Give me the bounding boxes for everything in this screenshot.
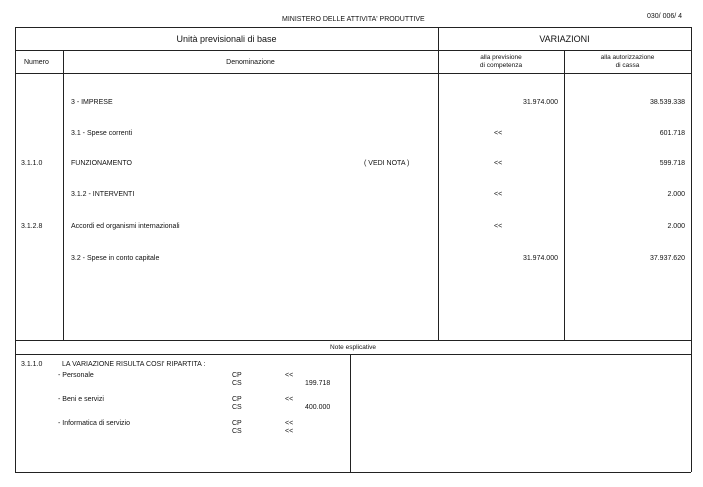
- note-item-cs-value: 400.000: [305, 404, 331, 411]
- note-item-cs-value: <<: [285, 428, 294, 435]
- note-item-cs-value: 199.718: [305, 380, 331, 387]
- table-row-denominazione: 3.1 - Spese correnti: [71, 130, 133, 137]
- header-cassa-2: di cassa: [615, 62, 640, 69]
- note-item-cp-value: <<: [285, 396, 294, 403]
- header-competenza-1: alla previsione: [480, 54, 522, 61]
- note-item-cs-label: CS: [232, 428, 242, 435]
- table-row-competenza: <<: [494, 191, 503, 198]
- table-row-competenza: <<: [494, 160, 503, 167]
- table-row-competenza: 31.974.000: [522, 255, 558, 262]
- table-row-competenza: <<: [494, 130, 503, 137]
- note-item-cp-value: <<: [285, 420, 294, 427]
- note-item-cp-label: CP: [232, 396, 242, 403]
- table-row-denominazione: 3.2 - Spese in conto capitale: [71, 255, 160, 262]
- table-row-cassa: 2.000: [667, 191, 685, 198]
- right-group-title: VARIAZIONI: [539, 34, 590, 44]
- note-item-label: - Personale: [58, 372, 94, 379]
- note-item-cp-value: <<: [285, 372, 294, 379]
- page-code: 030/ 006/ 4: [647, 13, 683, 20]
- table-row-cassa: 601.718: [659, 130, 685, 137]
- table-row-competenza: 31.974.000: [522, 99, 558, 106]
- table-row-numero: 3.1.1.0: [21, 160, 43, 167]
- note-item-cs-label: CS: [232, 404, 242, 411]
- table-row-denominazione: FUNZIONAMENTO: [71, 160, 132, 167]
- header-numero: Numero: [24, 59, 49, 66]
- note-item-label: - Informatica di servizio: [58, 420, 130, 427]
- header-cassa-1: alla autorizzazione: [600, 54, 655, 61]
- notes-title: Note esplicative: [330, 344, 376, 351]
- notes-ref: 3.1.1.0: [21, 361, 43, 368]
- table-row-denominazione: Accordi ed organismi internazionali: [71, 223, 180, 230]
- table-row-numero: 3.1.2.8: [21, 223, 43, 230]
- table-row-denominazione: 3.1.2 - INTERVENTI: [71, 191, 135, 198]
- table-row-denominazione: 3 - IMPRESE: [71, 99, 113, 106]
- table-row-cassa: 37.937.620: [649, 255, 685, 262]
- ministry-title: MINISTERO DELLE ATTIVITA' PRODUTTIVE: [282, 16, 425, 23]
- left-group-title: Unità previsionali di base: [176, 34, 277, 44]
- note-item-cp-label: CP: [232, 372, 242, 379]
- note-item-cs-label: CS: [232, 380, 242, 387]
- table-row-competenza: <<: [494, 223, 503, 230]
- notes-heading: LA VARIAZIONE RISULTA COSI' RIPARTITA :: [62, 361, 206, 368]
- table-row-cassa: 2.000: [667, 223, 685, 230]
- note-item-label: - Beni e servizi: [58, 396, 104, 403]
- table-row-cassa: 38.539.338: [649, 99, 685, 106]
- table-row-nota: ( VEDI NOTA ): [364, 160, 410, 167]
- header-competenza-2: di competenza: [479, 62, 523, 69]
- note-item-cp-label: CP: [232, 420, 242, 427]
- header-denominazione: Denominazione: [226, 59, 275, 66]
- table-row-cassa: 599.718: [659, 160, 685, 167]
